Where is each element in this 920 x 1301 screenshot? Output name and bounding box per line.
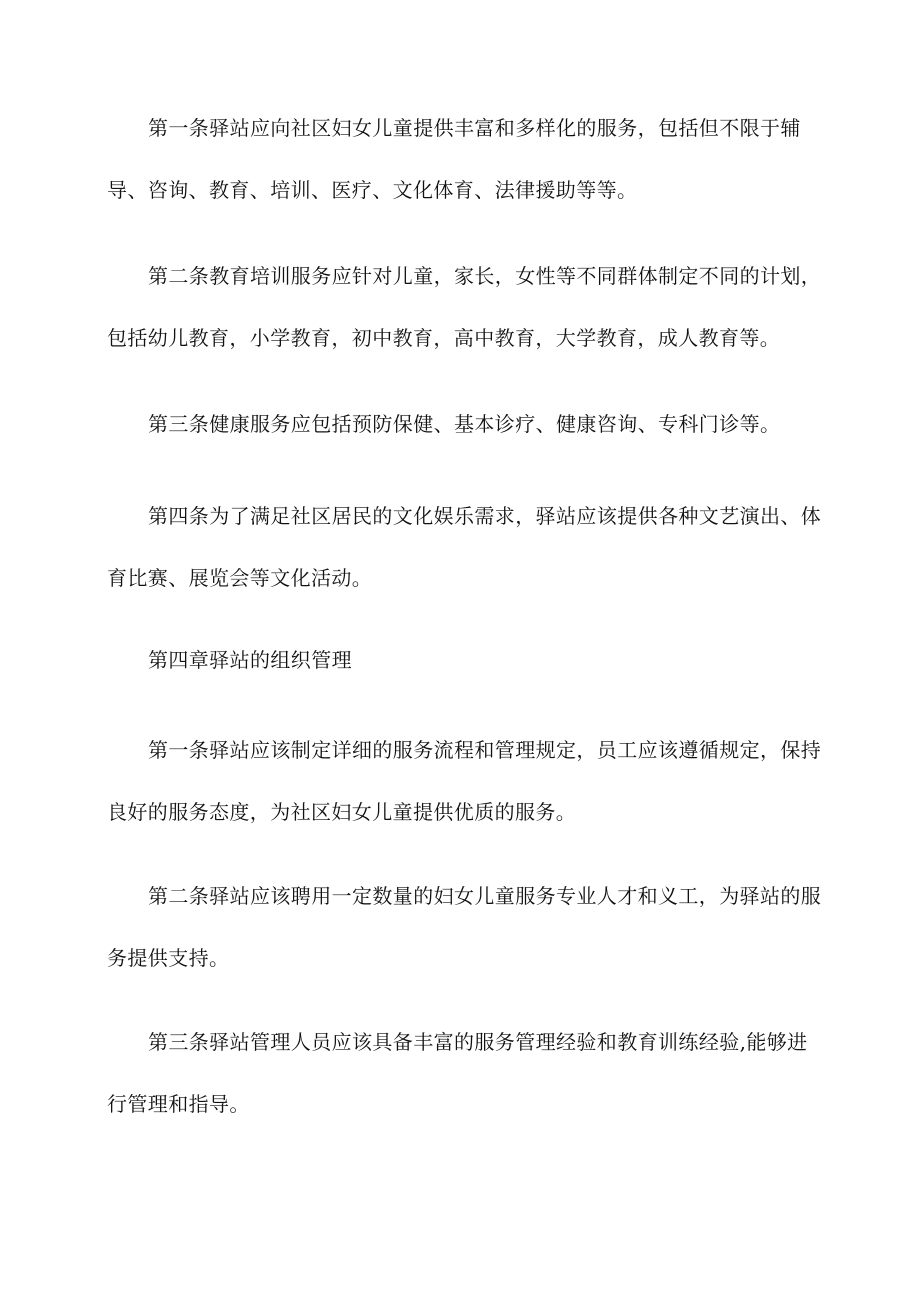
paragraph-management-article-3: 第三条驿站管理人员应该具备丰富的服务管理经验和教育训练经验,能够进行管理和指导。 — [107, 1030, 808, 1116]
paragraph-article-4-culture: 第四条为了满足社区居民的文化娱乐需求，驿站应该提供各种文艺演出、体育比赛、展览会等文化活动。 — [107, 504, 822, 590]
chapter-heading: 第四章驿站的组织管理 — [148, 648, 352, 672]
paragraph-article-2-education: 第二条教育培训服务应针对儿童，家长，女性等不同群体制定不同的计划，包括幼儿教育，小学教育，初中教育，高中教育，大学教育，成人教育等。 — [107, 264, 822, 350]
paragraph-article-3-health: 第三条健康服务应包括预防保健、基本诊疗、健康咨询、专科门诊等。 — [148, 412, 781, 436]
paragraph-article-1-services: 第一条驿站应向社区妇女儿童提供丰富和多样化的服务，包括但不限于辅导、咨询、教育、培训、医疗、文化体育、法律援助等等。 — [107, 116, 801, 202]
paragraph-management-article-1: 第一条驿站应该制定详细的服务流程和管理规定，员工应该遵循规定，保持良好的服务态度，为社区妇女儿童提供优质的服务。 — [107, 738, 822, 824]
paragraph-management-article-2: 第二条驿站应该聘用一定数量的妇女儿童服务专业人才和义工，为驿站的服务提供支持。 — [107, 884, 822, 970]
